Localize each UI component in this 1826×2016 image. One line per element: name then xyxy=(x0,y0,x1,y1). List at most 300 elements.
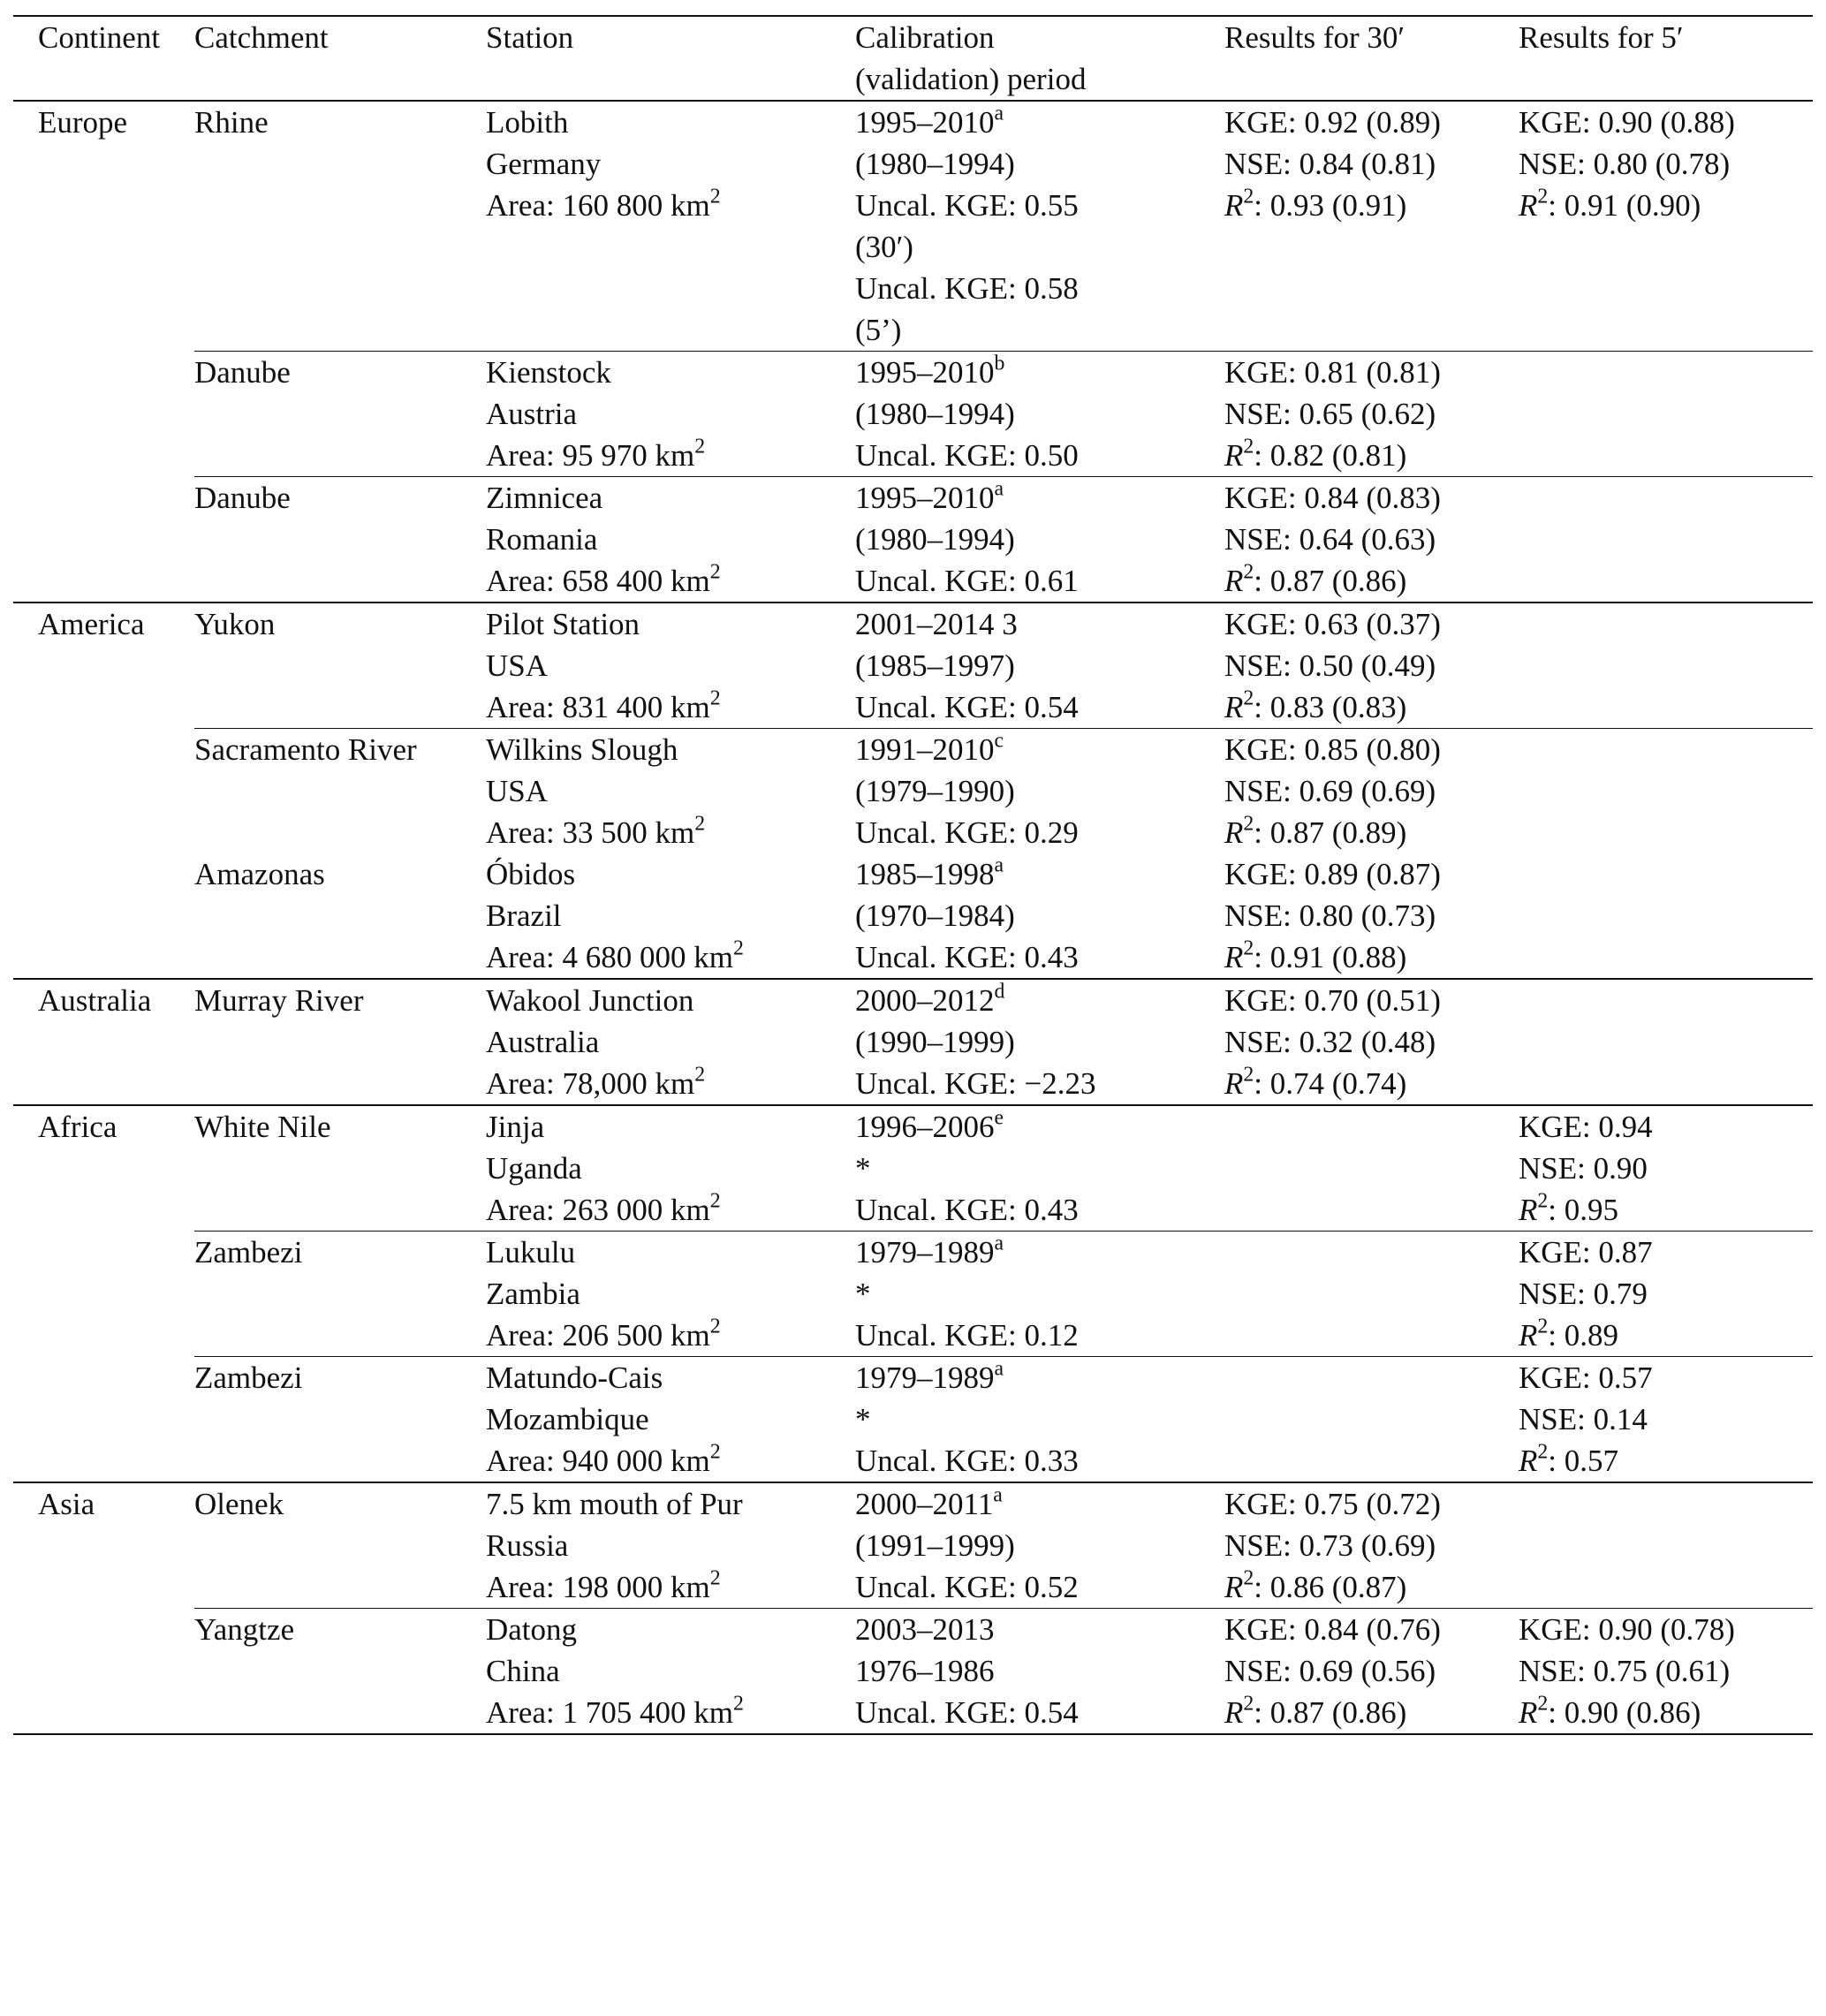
station-cell xyxy=(486,853,855,979)
catchment-cell xyxy=(194,1609,486,1735)
continent-cell xyxy=(13,1357,194,1483)
calibration-results-table xyxy=(13,15,1813,1735)
metric-value: NSE: 0.64 (0.63) xyxy=(1224,522,1436,557)
calibration-cell xyxy=(855,729,1224,854)
catchment-label: Olenek xyxy=(194,1487,284,1521)
calibration-line xyxy=(855,1357,1224,1398)
station-line-text: USA xyxy=(486,648,549,683)
calibration-line xyxy=(855,309,1224,351)
metric-line xyxy=(1224,185,1519,226)
calibration-line-text: 1976–1986 xyxy=(855,1654,995,1688)
calibration-line xyxy=(855,1021,1224,1063)
calibration-line xyxy=(855,770,1224,812)
station-area-text: Area: 78,000 km xyxy=(486,1066,695,1101)
r-squared-exponent: 2 xyxy=(1243,1692,1254,1716)
station-area-text: Area: 198 000 km xyxy=(486,1570,710,1604)
station-line-text: Matundo-Cais xyxy=(486,1360,663,1395)
r-squared-symbol: R xyxy=(1224,438,1244,473)
calibration-line xyxy=(855,645,1224,686)
r-squared-exponent: 2 xyxy=(1537,1315,1549,1338)
station-area xyxy=(486,936,855,978)
calibration-line xyxy=(855,1650,1224,1692)
metric-value: KGE: 0.57 xyxy=(1519,1360,1653,1395)
r-squared-exponent: 2 xyxy=(1243,435,1254,459)
header-calibration-line1: Calibration xyxy=(855,20,995,55)
station-area xyxy=(486,1440,855,1482)
metric-value: NSE: 0.65 (0.62) xyxy=(1224,397,1436,431)
results-30-cell xyxy=(1224,101,1519,352)
results-5-cell xyxy=(1519,729,1813,854)
results-5-cell xyxy=(1519,1357,1813,1483)
station-area-text: Area: 4 680 000 km xyxy=(486,940,733,974)
metric-line xyxy=(1519,1609,1813,1650)
table-row xyxy=(13,1105,1813,1232)
table-row xyxy=(13,352,1813,477)
metric-value: : 0.95 xyxy=(1548,1193,1619,1227)
results-5-cell xyxy=(1519,1609,1813,1735)
calibration-line xyxy=(855,812,1224,853)
continent-label: Asia xyxy=(38,1487,95,1521)
r-squared-exponent: 2 xyxy=(1537,1189,1549,1213)
metric-line xyxy=(1224,603,1519,645)
catchment-label: Yangtze xyxy=(194,1612,295,1647)
station-line-text: China xyxy=(486,1654,560,1688)
metric-value: NSE: 0.90 xyxy=(1519,1151,1648,1186)
calibration-line-text: 1979–1989 xyxy=(855,1360,995,1395)
calibration-line xyxy=(855,936,1224,978)
metric-line xyxy=(1224,143,1519,185)
calibration-cell xyxy=(855,853,1224,979)
calibration-footnote-mark: a xyxy=(994,853,1004,877)
results-5-cell xyxy=(1519,352,1813,477)
calibration-line-text: 2000–2012 xyxy=(855,983,995,1018)
station-line xyxy=(486,895,855,936)
r-squared-symbol: R xyxy=(1224,815,1244,850)
station-line xyxy=(486,1609,855,1650)
continent-cell xyxy=(13,101,194,352)
catchment-label: Murray River xyxy=(194,983,364,1018)
header-continent: Continent xyxy=(38,20,161,55)
calibration-line-text: Uncal. KGE: 0.54 xyxy=(855,1695,1079,1730)
catchment-label: Zambezi xyxy=(194,1235,303,1269)
metric-line xyxy=(1224,936,1519,978)
calibration-line xyxy=(855,729,1224,770)
calibration-line xyxy=(855,1315,1224,1356)
metric-value: NSE: 0.50 (0.49) xyxy=(1224,648,1436,683)
r-squared-exponent: 2 xyxy=(1243,936,1254,960)
metric-value: KGE: 0.90 (0.78) xyxy=(1519,1612,1735,1647)
r-squared-symbol: R xyxy=(1519,1193,1538,1227)
station-area-text: Area: 160 800 km xyxy=(486,188,710,223)
station-line-text: Romania xyxy=(486,522,598,557)
station-area-text: Area: 263 000 km xyxy=(486,1193,710,1227)
metric-line xyxy=(1224,352,1519,393)
station-area-text: Area: 1 705 400 km xyxy=(486,1695,733,1730)
station-line-text: Lukulu xyxy=(486,1235,576,1269)
station-line xyxy=(486,102,855,143)
station-area-text: Area: 206 500 km xyxy=(486,1318,710,1353)
calibration-line-text: Uncal. KGE: 0.61 xyxy=(855,564,1079,598)
catchment-label: Danube xyxy=(194,355,291,390)
metric-line xyxy=(1224,686,1519,728)
catchment-label: Amazonas xyxy=(194,857,325,891)
calibration-line xyxy=(855,1063,1224,1104)
metric-line xyxy=(1224,812,1519,853)
metric-value: : 0.87 (0.89) xyxy=(1254,815,1407,850)
area-unit-exponent: 2 xyxy=(732,936,744,960)
station-cell xyxy=(486,1609,855,1735)
calibration-line xyxy=(855,477,1224,519)
results-5-cell xyxy=(1519,603,1813,729)
results-5-cell xyxy=(1519,1232,1813,1357)
calibration-line-text: Uncal. KGE: 0.29 xyxy=(855,815,1079,850)
calibration-line-text: 2003–2013 xyxy=(855,1612,995,1647)
station-line-text: Óbidos xyxy=(486,857,576,891)
calibration-line-text: 1991–2010 xyxy=(855,732,995,767)
catchment-cell xyxy=(194,729,486,854)
metric-value: : 0.91 (0.90) xyxy=(1548,188,1701,223)
metric-line xyxy=(1519,1692,1813,1733)
metric-value: NSE: 0.84 (0.81) xyxy=(1224,147,1436,181)
calibration-footnote-mark: b xyxy=(994,352,1005,375)
area-unit-exponent: 2 xyxy=(709,1566,721,1590)
station-area xyxy=(486,435,855,476)
continent-label: Europe xyxy=(38,105,128,140)
r-squared-symbol: R xyxy=(1519,188,1538,223)
catchment-cell xyxy=(194,101,486,352)
calibration-line-text: Uncal. KGE: 0.50 xyxy=(855,438,1079,473)
catchment-cell xyxy=(194,1232,486,1357)
calibration-line-text: (1980–1994) xyxy=(855,397,1015,431)
station-cell xyxy=(486,979,855,1105)
station-line xyxy=(486,729,855,770)
station-line xyxy=(486,1525,855,1566)
calibration-line xyxy=(855,686,1224,728)
continent-cell xyxy=(13,729,194,854)
metric-line xyxy=(1519,1357,1813,1398)
metric-value: : 0.87 (0.86) xyxy=(1254,1695,1407,1730)
metric-value: KGE: 0.85 (0.80) xyxy=(1224,732,1441,767)
continent-cell xyxy=(13,1482,194,1609)
station-line xyxy=(486,477,855,519)
metric-value: KGE: 0.81 (0.81) xyxy=(1224,355,1441,390)
metric-value: KGE: 0.84 (0.83) xyxy=(1224,481,1441,515)
metric-line xyxy=(1224,102,1519,143)
r-squared-symbol: R xyxy=(1519,1695,1538,1730)
calibration-line-text: Uncal. KGE: 0.58 xyxy=(855,271,1079,306)
calibration-line-text: (5’) xyxy=(855,313,902,347)
metric-line xyxy=(1224,1692,1519,1733)
results-30-cell xyxy=(1224,729,1519,854)
continent-cell xyxy=(13,1609,194,1735)
metric-line xyxy=(1224,645,1519,686)
catchment-label: Rhine xyxy=(194,105,269,140)
metric-value: NSE: 0.32 (0.48) xyxy=(1224,1025,1436,1059)
calibration-line-text: Uncal. KGE: −2.23 xyxy=(855,1066,1096,1101)
calibration-footnote-mark: c xyxy=(994,729,1004,753)
metric-line xyxy=(1224,770,1519,812)
station-line-text: Jinja xyxy=(486,1110,545,1144)
table-row xyxy=(13,1357,1813,1483)
station-line xyxy=(486,143,855,185)
catchment-cell xyxy=(194,352,486,477)
catchment-cell xyxy=(194,477,486,603)
metric-value: : 0.91 (0.88) xyxy=(1254,940,1407,974)
station-area-text: Area: 95 970 km xyxy=(486,438,695,473)
area-unit-exponent: 2 xyxy=(709,1440,721,1464)
station-line xyxy=(486,1483,855,1525)
calibration-line-text: * xyxy=(855,1402,871,1436)
header-results-5: Results for 5′ xyxy=(1519,20,1684,55)
metric-value: : 0.93 (0.91) xyxy=(1254,188,1407,223)
r-squared-exponent: 2 xyxy=(1537,1692,1549,1716)
results-5-cell xyxy=(1519,853,1813,979)
r-squared-symbol: R xyxy=(1224,188,1244,223)
table-row xyxy=(13,729,1813,854)
table-row xyxy=(13,1232,1813,1357)
station-area xyxy=(486,1692,855,1733)
calibration-line-text: (1990–1999) xyxy=(855,1025,1015,1059)
calibration-line xyxy=(855,1232,1224,1273)
station-line xyxy=(486,1650,855,1692)
catchment-cell xyxy=(194,1357,486,1483)
continent-label: America xyxy=(38,607,145,641)
metric-line xyxy=(1224,1021,1519,1063)
continent-label: Africa xyxy=(38,1110,117,1144)
calibration-footnote-mark: a xyxy=(994,477,1004,501)
station-cell xyxy=(486,729,855,854)
results-30-cell xyxy=(1224,477,1519,603)
station-line xyxy=(486,393,855,435)
calibration-cell xyxy=(855,1482,1224,1609)
table-row xyxy=(13,101,1813,352)
metric-value: KGE: 0.90 (0.88) xyxy=(1519,105,1735,140)
calibration-line-text: * xyxy=(855,1151,871,1186)
header-catchment: Catchment xyxy=(194,20,329,55)
station-area-text: Area: 658 400 km xyxy=(486,564,710,598)
calibration-line-text: Uncal. KGE: 0.43 xyxy=(855,1193,1079,1227)
metric-value: NSE: 0.69 (0.56) xyxy=(1224,1654,1436,1688)
calibration-line-text: (1970–1984) xyxy=(855,898,1015,933)
calibration-line-text: Uncal. KGE: 0.43 xyxy=(855,940,1079,974)
calibration-line-text: Uncal. KGE: 0.54 xyxy=(855,690,1079,724)
calibration-line-text: 1985–1998 xyxy=(855,857,995,891)
header-results-30: Results for 30′ xyxy=(1224,20,1405,55)
metric-line xyxy=(1224,1650,1519,1692)
results-30-cell xyxy=(1224,979,1519,1105)
calibration-line-text: (1979–1990) xyxy=(855,774,1015,808)
calibration-line xyxy=(855,1148,1224,1189)
r-squared-symbol: R xyxy=(1224,1066,1244,1101)
area-unit-exponent: 2 xyxy=(694,812,706,836)
table-row xyxy=(13,477,1813,603)
metric-line xyxy=(1224,895,1519,936)
calibration-cell xyxy=(855,1105,1224,1232)
metric-value: KGE: 0.75 (0.72) xyxy=(1224,1487,1441,1521)
station-area-text: Area: 831 400 km xyxy=(486,690,710,724)
header-calibration-line2: (validation) period xyxy=(855,62,1087,96)
metric-value: KGE: 0.92 (0.89) xyxy=(1224,105,1441,140)
r-squared-exponent: 2 xyxy=(1243,1063,1254,1087)
calibration-line-text: Uncal. KGE: 0.52 xyxy=(855,1570,1079,1604)
calibration-footnote-mark: a xyxy=(994,102,1004,125)
catchment-cell xyxy=(194,1105,486,1232)
calibration-line xyxy=(855,1273,1224,1315)
station-cell xyxy=(486,1232,855,1357)
calibration-cell xyxy=(855,1357,1224,1483)
calibration-line xyxy=(855,143,1224,185)
results-5-cell xyxy=(1519,979,1813,1105)
r-squared-symbol: R xyxy=(1224,564,1244,598)
metric-value: KGE: 0.87 xyxy=(1519,1235,1653,1269)
calibration-line xyxy=(855,853,1224,895)
metric-line xyxy=(1224,1063,1519,1104)
table-row xyxy=(13,1609,1813,1735)
metric-line xyxy=(1519,1148,1813,1189)
metric-line xyxy=(1224,729,1519,770)
area-unit-exponent: 2 xyxy=(709,1189,721,1213)
calibration-footnote-mark: e xyxy=(994,1106,1004,1130)
continent-cell xyxy=(13,477,194,603)
calibration-line xyxy=(855,1609,1224,1650)
catchment-cell xyxy=(194,979,486,1105)
station-line xyxy=(486,980,855,1021)
metric-line xyxy=(1519,1189,1813,1231)
metric-line xyxy=(1224,519,1519,560)
calibration-line-text: (1980–1994) xyxy=(855,522,1015,557)
calibration-cell xyxy=(855,603,1224,729)
station-line-text: Mozambique xyxy=(486,1402,649,1436)
station-cell xyxy=(486,1105,855,1232)
station-line xyxy=(486,645,855,686)
calibration-line xyxy=(855,268,1224,309)
calibration-line-text: (1985–1997) xyxy=(855,648,1015,683)
calibration-line-text: 1995–2010 xyxy=(855,481,995,515)
calibration-line-text: 1996–2006 xyxy=(855,1110,995,1144)
station-line xyxy=(486,1148,855,1189)
metric-value: NSE: 0.80 (0.78) xyxy=(1519,147,1731,181)
catchment-label: Danube xyxy=(194,481,291,515)
calibration-line xyxy=(855,1440,1224,1482)
metric-value: : 0.86 (0.87) xyxy=(1254,1570,1407,1604)
station-line xyxy=(486,352,855,393)
metric-line xyxy=(1519,1273,1813,1315)
continent-cell xyxy=(13,979,194,1105)
calibration-line xyxy=(855,1525,1224,1566)
table-row xyxy=(13,1482,1813,1609)
station-line-text: Zimnicea xyxy=(486,481,603,515)
station-area-text: Area: 33 500 km xyxy=(486,815,695,850)
metric-value: NSE: 0.75 (0.61) xyxy=(1519,1654,1731,1688)
area-unit-exponent: 2 xyxy=(709,185,721,208)
station-line-text: Uganda xyxy=(486,1151,582,1186)
station-line-text: 7.5 km mouth of Pur xyxy=(486,1487,743,1521)
station-line-text: Brazil xyxy=(486,898,562,933)
station-line xyxy=(486,1106,855,1148)
table-row xyxy=(13,979,1813,1105)
calibration-line-text: * xyxy=(855,1277,871,1311)
metric-value: KGE: 0.94 xyxy=(1519,1110,1653,1144)
station-area-text: Area: 940 000 km xyxy=(486,1444,710,1478)
metric-line xyxy=(1519,1106,1813,1148)
metric-line xyxy=(1224,853,1519,895)
calibration-line-text: 2001–2014 3 xyxy=(855,607,1018,641)
station-line-text: Russia xyxy=(486,1528,569,1563)
metric-value: : 0.87 (0.86) xyxy=(1254,564,1407,598)
station-cell xyxy=(486,477,855,603)
metric-value: NSE: 0.80 (0.73) xyxy=(1224,898,1436,933)
metric-line xyxy=(1519,102,1813,143)
r-squared-exponent: 2 xyxy=(1537,1440,1549,1464)
results-30-cell xyxy=(1224,1357,1519,1483)
table-header xyxy=(13,16,1813,101)
metric-line xyxy=(1224,1525,1519,1566)
station-cell xyxy=(486,352,855,477)
station-area xyxy=(486,1566,855,1608)
station-line-text: Wakool Junction xyxy=(486,983,694,1018)
station-area xyxy=(486,1063,855,1104)
metric-line xyxy=(1224,1609,1519,1650)
station-line-text: Kienstock xyxy=(486,355,611,390)
calibration-line xyxy=(855,895,1224,936)
calibration-line xyxy=(855,1692,1224,1733)
calibration-line-text: 2000–2011 xyxy=(855,1487,994,1521)
continent-label: Australia xyxy=(38,983,152,1018)
calibration-footnote-mark: a xyxy=(994,1232,1004,1255)
r-squared-exponent: 2 xyxy=(1243,560,1254,584)
results-30-cell xyxy=(1224,1609,1519,1735)
header-row xyxy=(13,16,1813,101)
r-squared-symbol: R xyxy=(1519,1318,1538,1353)
calibration-line xyxy=(855,393,1224,435)
calibration-cell xyxy=(855,101,1224,352)
calibration-line xyxy=(855,102,1224,143)
metric-line xyxy=(1519,185,1813,226)
r-squared-symbol: R xyxy=(1224,1570,1244,1604)
results-30-cell xyxy=(1224,1482,1519,1609)
metric-line xyxy=(1224,560,1519,602)
station-cell xyxy=(486,603,855,729)
area-unit-exponent: 2 xyxy=(732,1692,744,1716)
results-5-cell xyxy=(1519,1482,1813,1609)
continent-cell xyxy=(13,603,194,729)
calibration-line-text: 1979–1989 xyxy=(855,1235,995,1269)
calibration-line xyxy=(855,1106,1224,1148)
calibration-footnote-mark: a xyxy=(994,1357,1004,1381)
station-area xyxy=(486,560,855,602)
metric-line xyxy=(1224,980,1519,1021)
station-line-text: Zambia xyxy=(486,1277,580,1311)
metric-line xyxy=(1224,393,1519,435)
metric-value: NSE: 0.14 xyxy=(1519,1402,1648,1436)
calibration-cell xyxy=(855,1609,1224,1735)
metric-value: KGE: 0.84 (0.76) xyxy=(1224,1612,1441,1647)
results-30-cell xyxy=(1224,603,1519,729)
metric-value: : 0.83 (0.83) xyxy=(1254,690,1407,724)
station-line xyxy=(486,1357,855,1398)
continent-cell xyxy=(13,853,194,979)
calibration-line-text: 1995–2010 xyxy=(855,355,995,390)
metric-line xyxy=(1519,1440,1813,1482)
calibration-line xyxy=(855,1483,1224,1525)
table-row xyxy=(13,603,1813,729)
results-30-cell xyxy=(1224,1232,1519,1357)
calibration-cell xyxy=(855,477,1224,603)
station-area xyxy=(486,185,855,226)
header-calibration xyxy=(855,16,1224,101)
catchment-cell xyxy=(194,1482,486,1609)
calibration-line xyxy=(855,560,1224,602)
